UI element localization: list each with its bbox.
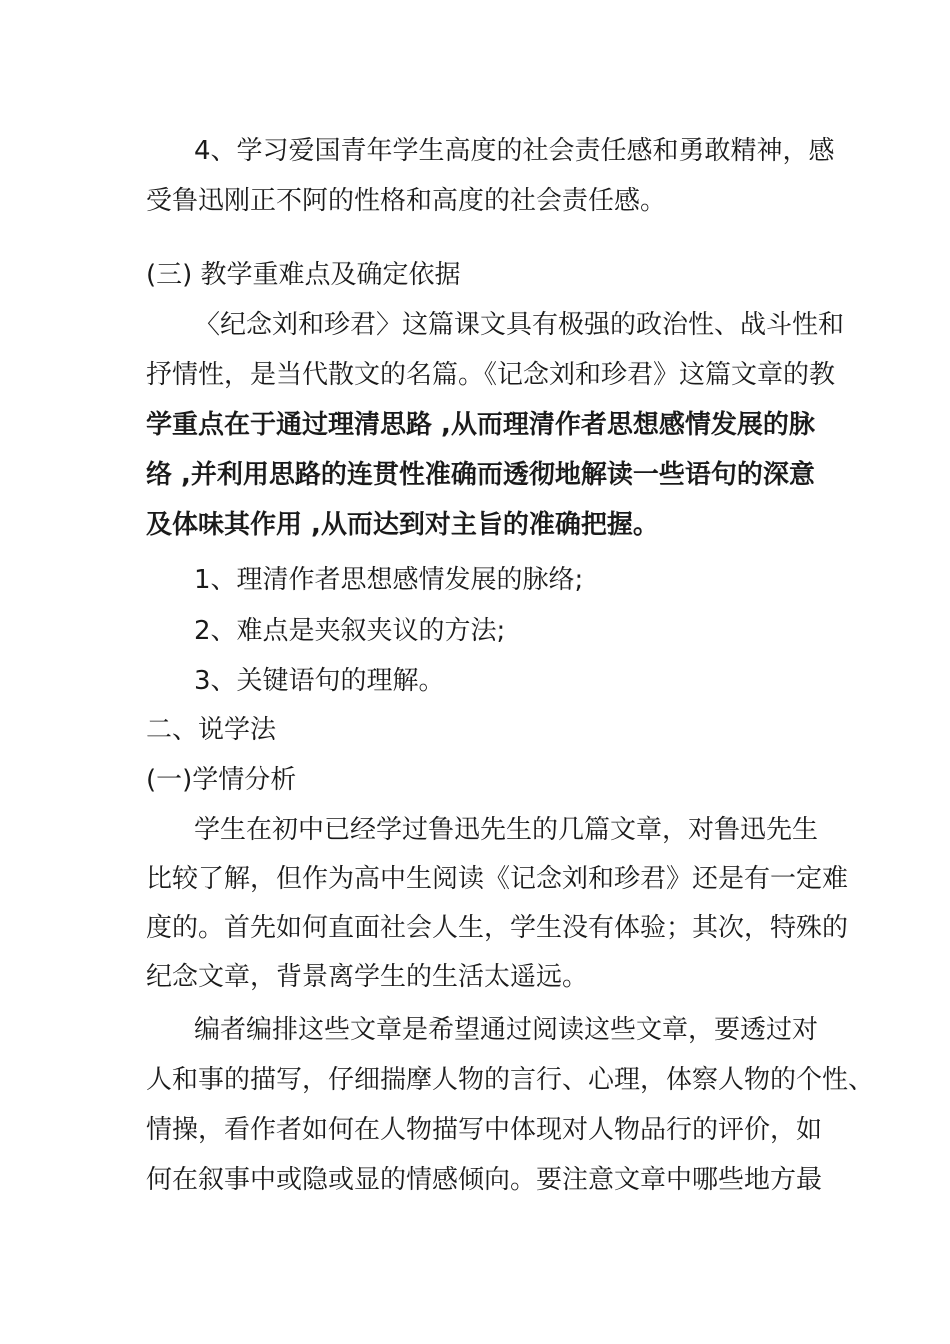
key-point-item-1: 1、理清作者思想感情发展的脉络; bbox=[194, 565, 584, 595]
key-point-item-2: 2、难点是夹叙夹议的方法; bbox=[194, 616, 506, 646]
key-points-para-line: 〈纪念刘和珍君〉这篇课文具有极强的政治性、战斗性和 bbox=[194, 310, 845, 340]
key-points-para-line: 络 ,并利用思路的连贯性准确而透彻地解读一些语句的深意 bbox=[146, 460, 815, 490]
objective-4-line-1: 4、学习爱国青年学生高度的社会责任感和勇敢精神，感 bbox=[194, 136, 835, 166]
analysis-para-1-line: 比较了解，但作为高中生阅读《记念刘和珍君》还是有一定难 bbox=[146, 864, 849, 894]
analysis-para-1-line: 学生在初中已经学过鲁迅先生的几篇文章，对鲁迅先生 bbox=[194, 815, 819, 845]
learning-analysis-subheading: (一)学情分析 bbox=[146, 765, 297, 795]
objective-4-line-2: 受鲁迅刚正不阿的性格和高度的社会责任感。 bbox=[146, 186, 667, 216]
key-points-para-line: 抒情性，是当代散文的名篇。《记念刘和珍君》这篇文章的教 bbox=[146, 360, 836, 390]
learning-method-heading: 二、说学法 bbox=[146, 715, 277, 745]
analysis-para-2-line: 何在叙事中或隐或显的情感倾向。要注意文章中哪些地方最 bbox=[146, 1165, 823, 1195]
key-points-para-line: 学重点在于通过理清思路 ,从而理清作者思想感情发展的脉 bbox=[146, 410, 815, 440]
key-points-heading: (三) 教学重难点及确定依据 bbox=[146, 260, 461, 290]
key-point-item-3: 3、关键语句的理解。 bbox=[194, 666, 445, 696]
key-points-para-line: 及体味其作用 ,从而达到对主旨的准确把握。 bbox=[146, 510, 659, 540]
analysis-para-1-line: 度的。首先如何直面社会人生，学生没有体验；其次，特殊的 bbox=[146, 913, 849, 943]
analysis-para-2-line: 人和事的描写，仔细揣摩人物的言行、心理，体察人物的个性、 bbox=[146, 1065, 875, 1095]
analysis-para-1-line: 纪念文章，背景离学生的生活太遥远。 bbox=[146, 962, 589, 992]
analysis-para-2-line: 编者编排这些文章是希望通过阅读这些文章，要透过对 bbox=[194, 1015, 819, 1045]
analysis-para-2-line: 情操，看作者如何在人物描写中体现对人物品行的评价，如 bbox=[146, 1115, 823, 1145]
